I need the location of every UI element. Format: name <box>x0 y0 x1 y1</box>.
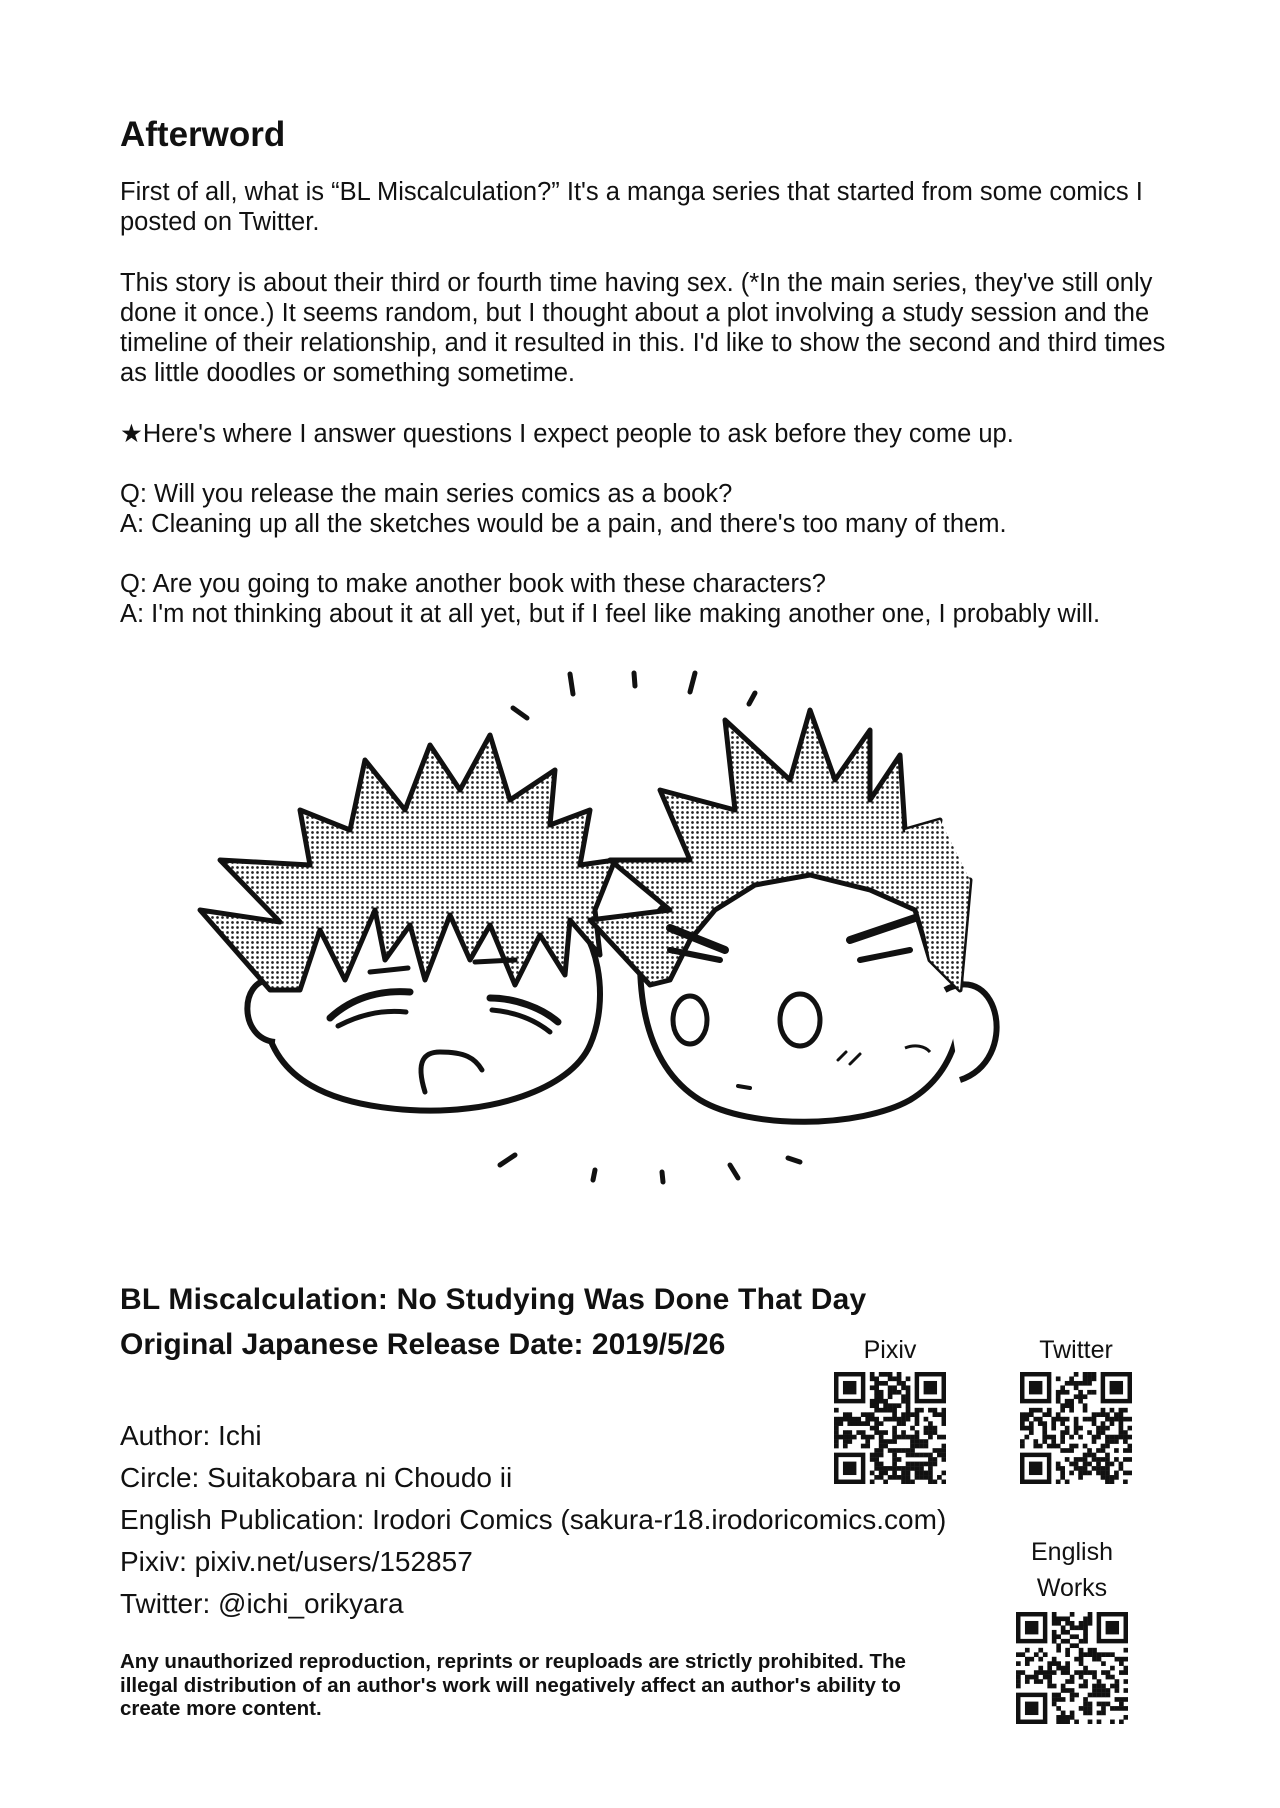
afterword-paragraph-faq-intro: ★Here's where I answer questions I expect people to ask before they come up. <box>120 420 1014 448</box>
qr-label-english-works-line2: Works <box>1036 1574 1108 1602</box>
english-publication-line: English Publication: Irodori Comics (sakura-r18.irodoricomics.com) <box>120 1504 947 1535</box>
author-line: Author: Ichi <box>120 1420 262 1451</box>
pixiv-line: Pixiv: pixiv.net/users/152857 <box>120 1546 473 1577</box>
twitter-qr-code-icon[interactable] <box>1020 1372 1132 1484</box>
faq-answer-2: A: I'm not thinking about it at all yet, but if I feel like making another one, I probably will. <box>120 600 1101 628</box>
english-works-qr-code-icon[interactable] <box>1016 1612 1128 1724</box>
right-character <box>590 710 997 1122</box>
left-character <box>200 735 615 1111</box>
sparkle-marks-bottom <box>500 1155 800 1182</box>
qr-label-twitter: Twitter <box>1039 1336 1113 1364</box>
qr-label-english-works-line1: English <box>1031 1538 1113 1566</box>
afterword-paragraph-story: This story is about their third or fourth time having sex. (*In the main series, they've still only done it once.) It seems random, but I thought about a plot involving a study session and the timeline of their relationship, and it resulted in this. I'd like to show the second and third times as little doodles or something sometime. <box>120 269 1166 387</box>
afterword-paragraph-intro: First of all, what is “BL Miscalculation?” It's a manga series that started from some comics I posted on Twitter. <box>120 178 1143 236</box>
qr-label-pixiv: Pixiv <box>863 1336 917 1364</box>
release-date: Original Japanese Release Date: 2019/5/26 <box>120 1328 726 1361</box>
faq-question-2: Q: Are you going to make another book with these characters? <box>120 570 826 598</box>
faq-question-1: Q: Will you release the main series comics as a book? <box>120 480 733 508</box>
two-chibi-characters-illustration <box>170 660 1110 1220</box>
twitter-line: Twitter: @ichi_orikyara <box>120 1588 404 1619</box>
circle-line: Circle: Suitakobara ni Choudo ii <box>120 1462 513 1493</box>
copyright-warning: Any unauthorized reproduction, reprints or reuploads are strictly prohibited. The illegal distribution of an author's work will negatively affect an author's ability to create more content. <box>120 1650 906 1720</box>
pixiv-qr-code-icon[interactable] <box>834 1372 946 1484</box>
book-title: BL Miscalculation: No Studying Was Done That Day <box>120 1283 867 1316</box>
afterword-title: Afterword <box>120 115 286 154</box>
faq-answer-1: A: Cleaning up all the sketches would be a pain, and there's too many of them. <box>120 510 1007 538</box>
sparkle-marks-top <box>513 673 755 718</box>
